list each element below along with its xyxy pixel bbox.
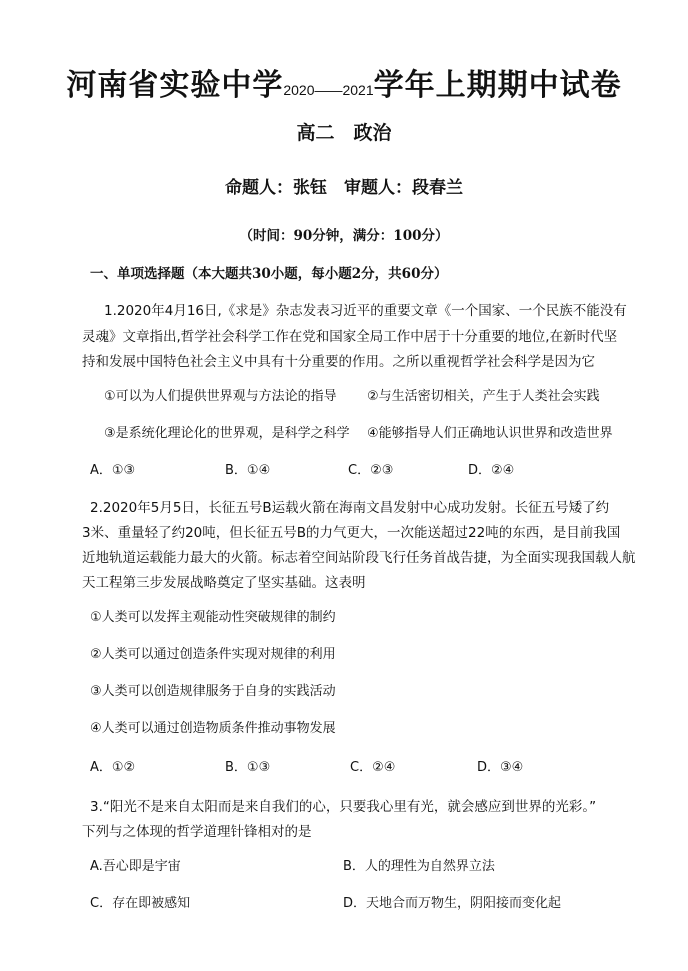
q1-statement-1: ①可以为人们提供世界观与方法论的指导 [104,389,337,404]
exam-time-info: （时间：90分钟，满分：100分） [239,228,449,244]
q2-choice-c[interactable]: C．②④ [350,760,396,775]
q3-choice-b[interactable]: B．人的理性为自然界立法 [343,859,495,874]
q1-choice-a[interactable]: A．①③ [90,463,136,478]
q1-statement-3: ③是系统化理论化的世界观，是科学之科学 [104,426,350,441]
q1-line-3: 持和发展中国特色社会主义中具有十分重要的作用。之所以重视哲学社会科学是因为它 [82,354,595,370]
title-school: 河南省实验中学 [66,68,284,103]
q1-statement-2: ②与生活密切相关，产生于人类社会实践 [367,389,600,404]
title-term: 学年上期期中试卷 [373,68,622,103]
q2-statement-2: ②人类可以通过创造条件实现对规律的利用 [90,647,336,662]
exam-subtitle: 高二 政治 [296,122,392,144]
q3-choice-c[interactable]: C．存在即被感知 [90,896,191,911]
section-title: 一、单项选择题（本大题共30小题，每小题2分，共60分） [90,266,448,282]
q3-line-1: 3.“阳光不是来自太阳而是来自我们的心，只要我心里有光，就会感应到世界的光彩。” [90,799,597,815]
q2-line-1: 2.2020年5月5日，长征五号B运载火箭在海南文昌发射中心成功发射。长征五号矮了约 [90,500,610,516]
q1-choice-b[interactable]: B．①④ [225,463,271,478]
q2-statement-1: ①人类可以发挥主观能动性突破规律的制约 [90,610,336,625]
q3-choice-a[interactable]: A.吾心即是宇宙 [90,859,181,874]
q2-line-4: 天工程第三步发展战略奠定了坚实基础。这表明 [82,575,366,591]
q2-choice-d[interactable]: D．③④ [477,760,524,775]
q1-choice-c[interactable]: C．②③ [348,463,394,478]
q1-statement-4: ④能够指导人们正确地认识世界和改造世界 [367,426,613,441]
q3-choice-d[interactable]: D．天地合而万物生，阴阳接而变化起 [343,896,562,911]
q2-line-2: 3米、重量轻了约20吨，但长征五号B的力气更大，一次能送超过22吨的东西，是目前我国 [82,525,621,541]
exam-title [0,60,688,104]
q1-line-2: 灵魂》文章指出,哲学社会科学工作在党和国家全局工作中居于十分重要的地位,在新时代坚 [82,329,618,345]
q1-line-1: 1.2020年4月16日,《求是》杂志发表习近平的重要文章《一个国家、一个民族不能没有 [104,303,627,319]
q2-statement-3: ③人类可以创造规律服务于自身的实践活动 [90,684,336,699]
exam-authors: 命题人：张钰 审题人：段春兰 [225,178,463,198]
title-year: 2020——2021 [283,82,374,98]
q2-line-3: 近地轨道运载能力最大的火箭。标志着空间站阶段飞行任务首战告捷，为全面实现我国载人航 [82,550,636,566]
q2-choice-b[interactable]: B．①③ [225,760,271,775]
q2-statement-4: ④人类可以通过创造物质条件推动事物发展 [90,721,336,736]
q2-choice-a[interactable]: A．①② [90,760,136,775]
q1-choice-d[interactable]: D．②④ [468,463,515,478]
q3-line-2: 下列与之体现的哲学道理针锋相对的是 [82,824,312,840]
